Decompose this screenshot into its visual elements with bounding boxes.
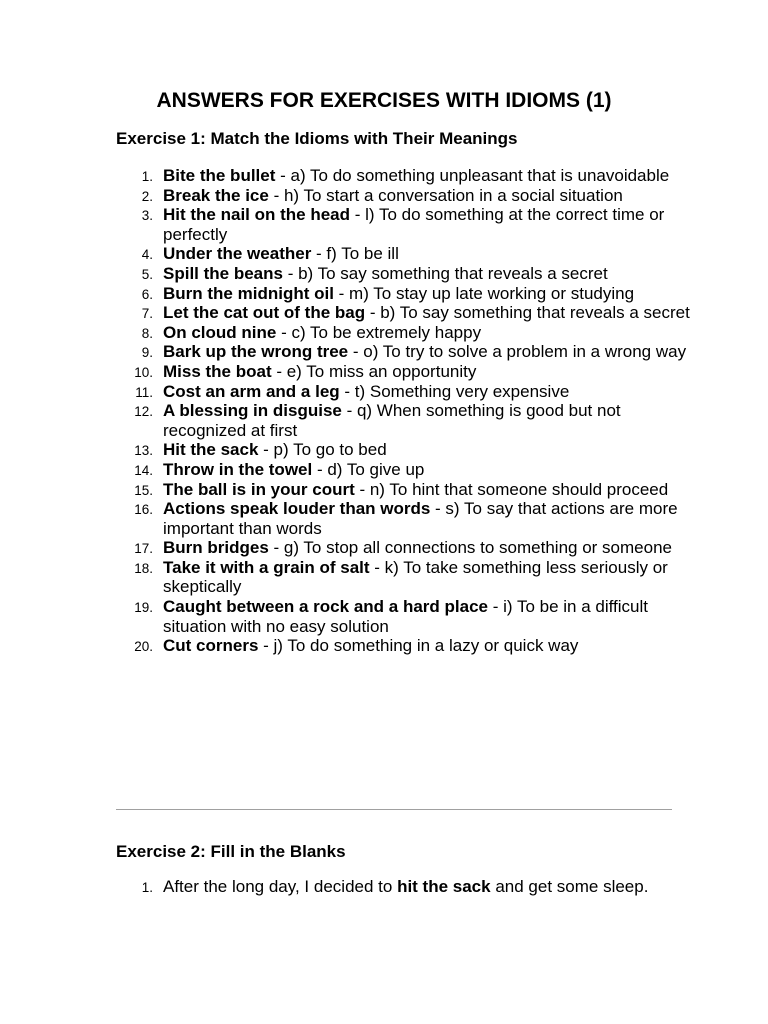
list-item <box>0 244 690 264</box>
item-number: 18. <box>134 560 153 576</box>
list-item <box>0 284 690 304</box>
exercise-2-heading: Exercise 2: Fill in the Blanks <box>116 842 346 861</box>
idiom: Cut corners <box>163 636 259 656</box>
idiom: hit the sack <box>397 877 491 896</box>
list-item <box>0 303 690 323</box>
list-item <box>0 636 690 656</box>
list-item <box>0 480 690 500</box>
item-number: 7. <box>141 306 153 322</box>
list-item <box>0 499 690 538</box>
answer-text: - d) To give up <box>312 459 425 479</box>
idiom: Burn bridges <box>163 538 269 558</box>
answer-text: - e) To miss an opportunity <box>271 361 477 381</box>
list-item <box>0 440 690 460</box>
list-item <box>0 597 690 636</box>
idiom: Let the cat out of the bag <box>163 303 366 323</box>
page-title: ANSWERS FOR EXERCISES WITH IDIOMS (1) <box>156 89 612 112</box>
list-item <box>0 362 690 382</box>
answer-text: - b) To say something that reveals a secret <box>365 303 690 323</box>
idiom: Break the ice <box>163 185 269 205</box>
item-number: 13. <box>134 443 153 459</box>
idiom: Hit the sack <box>163 440 259 460</box>
answer-text: - g) To stop all connections to something or someone <box>268 538 672 558</box>
item-number: 5. <box>141 266 153 282</box>
item-number: 1. <box>141 880 153 895</box>
item-number: 2. <box>141 188 153 204</box>
idiom: Burn the midnight oil <box>163 283 334 303</box>
idiom: Miss the boat <box>163 361 272 381</box>
answer-text: - b) To say something that reveals a secret <box>282 263 608 283</box>
answer-text: - k) To take something less seriously or skeptically <box>163 557 668 597</box>
answer-text: - h) To start a conversation in a social situation <box>268 185 623 205</box>
idiom: A blessing in disguise <box>163 401 342 421</box>
item-number: 16. <box>134 502 153 518</box>
item-number: 9. <box>141 345 153 361</box>
list-item <box>0 186 690 206</box>
answer-text: - o) To try to solve a problem in a wrong way <box>348 342 687 362</box>
idiom: Cost an arm and a leg <box>163 381 340 401</box>
answer-text: - n) To hint that someone should proceed <box>354 479 669 499</box>
answer-text: - j) To do something in a lazy or quick way <box>258 636 579 656</box>
idiom: Caught between a rock and a hard place <box>163 597 488 617</box>
sentence-end: and get some sleep. <box>490 877 649 896</box>
list-item <box>0 382 690 402</box>
list-item <box>0 538 690 558</box>
item-number: 8. <box>141 325 153 341</box>
answer-text: - q) When something is good but not recognized at first <box>163 401 621 440</box>
item-number: 15. <box>134 482 153 498</box>
item-number: 6. <box>141 286 153 302</box>
idiom: Spill the beans <box>163 263 283 283</box>
item-number: 14. <box>134 462 153 478</box>
item-number: 11. <box>135 384 153 400</box>
idiom: Hit the nail on the head <box>163 205 351 225</box>
list-item <box>0 401 690 440</box>
item-number: 12. <box>134 404 153 420</box>
answer-text: - s) To say that actions are more important than words <box>163 499 678 538</box>
list-item <box>0 460 690 480</box>
item-number: 3. <box>141 208 153 224</box>
list-item <box>0 558 690 597</box>
answer-text: - m) To stay up late working or studying <box>333 283 635 303</box>
idiom: On cloud nine <box>163 322 277 342</box>
idiom: Bark up the wrong tree <box>163 342 349 362</box>
answer-text: - c) To be extremely happy <box>276 322 482 342</box>
item-number: 20. <box>134 639 153 655</box>
idiom: Under the weather <box>163 244 312 264</box>
list-item <box>0 877 690 897</box>
item-number: 19. <box>134 600 153 616</box>
list-item <box>0 342 690 362</box>
idiom: Bite the bullet <box>163 166 276 185</box>
answer-text: - t) Something very expensive <box>339 381 570 401</box>
item-number: 1. <box>141 169 153 184</box>
exercise-1-heading: Exercise 1: Match the Idioms with Their Meanings <box>116 129 518 148</box>
list-item <box>0 323 690 343</box>
answer-text: - p) To go to bed <box>258 440 387 460</box>
answer-text: - f) To be ill <box>311 244 399 264</box>
idiom: Throw in the towel <box>163 459 313 479</box>
item-number: 10. <box>134 364 153 380</box>
list-item <box>0 264 690 284</box>
idiom: The ball is in your court <box>163 479 355 499</box>
item-number: 17. <box>134 541 153 557</box>
section-divider <box>116 809 672 810</box>
sentence-start: After the long day, I decided to <box>163 877 398 896</box>
list-item <box>0 166 690 186</box>
answer-text: - a) To do something unpleasant that is unavoidable <box>275 166 670 185</box>
exercise-1-answer-list <box>0 166 690 656</box>
answer-text: - l) To do something at the correct time or perfectly <box>163 205 665 244</box>
exercise-2-answer-list <box>0 877 690 897</box>
answer-text: - i) To be in a difficult situation with no easy solution <box>163 597 648 636</box>
idiom: Take it with a grain of salt <box>163 557 370 577</box>
list-item <box>0 205 690 244</box>
idiom: Actions speak louder than words <box>163 499 431 519</box>
item-number: 4. <box>141 247 153 263</box>
